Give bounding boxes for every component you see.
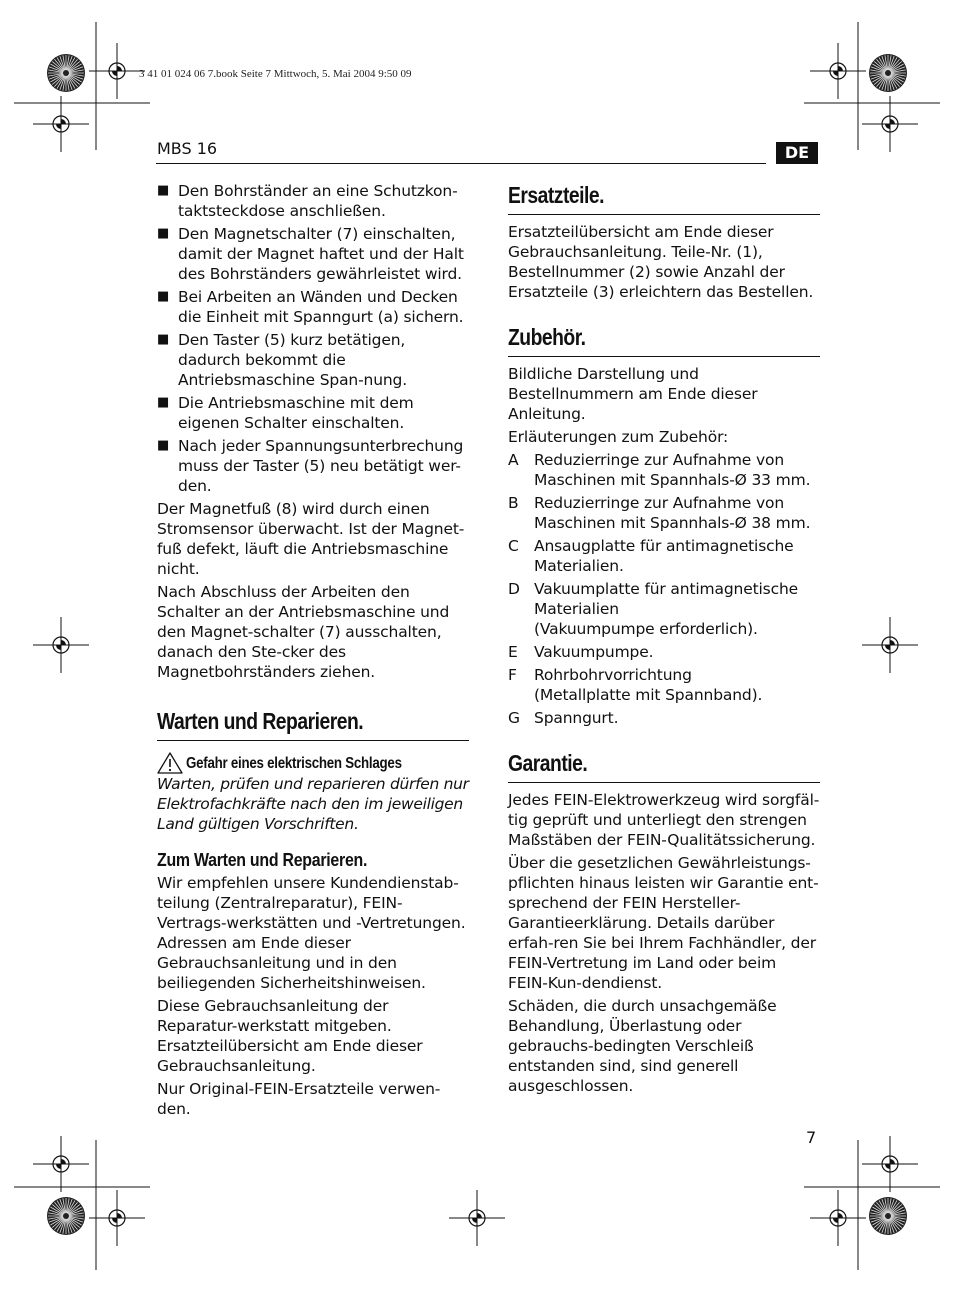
bullet-item: ■ Bei Arbeiten an Wänden und Decken die Einheit mit Spanngurt (a) sichern. — [157, 288, 464, 326]
crosshair-fill — [472, 1213, 482, 1223]
star-target-icon — [47, 54, 85, 92]
star-target-ray — [871, 1210, 888, 1216]
star-target-ray — [60, 1216, 66, 1233]
star-target-ray — [54, 73, 66, 87]
star-target-ray — [66, 61, 80, 73]
star-target-ray — [888, 57, 897, 73]
header-rule — [156, 163, 766, 164]
paragraph: Über die gesetzlichen Gewährleistungs-pflichten hinaus leisten wir Garantie ent-sprechend der FEIN Hersteller-Garantieerklärung. Details darüber erfah-ren Sie bei Ihrem Fachhändler, der FEIN-Vertretung im Land oder beim FEIN-Kun-dendienst. — [508, 854, 819, 992]
star-target-ray — [888, 73, 905, 79]
star-target-ray — [888, 1216, 904, 1225]
star-target-ray — [888, 73, 894, 90]
star-target-ray — [57, 1200, 66, 1216]
star-target-ray — [63, 73, 66, 91]
star-target-ray — [888, 1216, 897, 1232]
paragraph: Wir empfehlen unsere Kundendienstab-teilung (Zentralreparatur), FEIN-Vertrags-werkstätten und -Vertretungen. Adressen am Ende dieser Gebrauchsanleitung und in den beiliegenden Sicherheitshinweisen. — [157, 874, 466, 992]
paragraph: Nach Abschluss der Arbeiten den Schalter an der Antriebsmaschine und den Magnet-schalter (7) ausschalten, danach den Ste-cker des Magnetbohrständers ziehen. — [157, 583, 450, 681]
square-bullet-icon: ■ — [157, 332, 170, 347]
star-target-ray — [66, 73, 83, 79]
print-info-line: 3 41 01 024 06 7.book Seite 7 Mittwoch, 5. Mai 2004 9:50 09 — [139, 68, 412, 80]
crosshair-fill — [56, 1159, 66, 1169]
warning-text: Warten, prüfen und reparieren dürfen nur Elektrofachkräfte nach den im jeweiligen Land gültigen Vorschriften. — [157, 775, 469, 833]
star-target-ray — [49, 1216, 66, 1222]
star-target-ray — [888, 73, 904, 82]
bullet-item: ■ Den Magnetschalter (7) einschalten, damit der Magnet haftet und der Halt des Bohrständers gewährleistet wird. — [157, 225, 464, 283]
section-heading-warranty: Garantie. — [508, 750, 588, 776]
star-target-ray — [882, 1199, 888, 1216]
star-target-ray — [52, 73, 66, 85]
star-target-ray — [885, 1216, 888, 1234]
heading-rule — [508, 214, 820, 215]
paragraph: Der Magnetfuß (8) wird durch einen Stromsensor überwacht. Ist der Magnet-fuß defekt, läuft die Antriebsmaschine nicht. — [157, 500, 465, 578]
language-badge: DE — [776, 142, 818, 164]
star-target-ray — [66, 73, 69, 91]
star-target-ray — [50, 1216, 66, 1225]
star-target-ray — [66, 1210, 83, 1216]
star-target-icon — [47, 1197, 85, 1235]
star-target-ray — [49, 1210, 66, 1216]
bullet-item: ■ Die Antriebsmaschine mit dem eigenen Schalter einschalten. — [157, 394, 414, 432]
star-target-ray — [57, 1216, 66, 1232]
crosshair-circle — [882, 637, 898, 653]
star-target-ray — [882, 73, 888, 90]
star-target-ray — [63, 1198, 66, 1216]
crosshair-fill — [112, 66, 122, 76]
star-target-ray — [872, 1216, 888, 1225]
crosshair-circle — [109, 63, 125, 79]
crosshair-fill — [833, 66, 843, 76]
accessory-item: C Ansaugplatte für antimagnetische Materialien. — [508, 537, 794, 575]
paragraph: Diese Gebrauchsanleitung der Reparatur-werkstatt mitgeben. Ersatzteilübersicht am Ende dieser Gebrauchsanleitung. — [157, 997, 423, 1075]
star-target-ray — [48, 73, 66, 76]
star-target-ray — [888, 1216, 900, 1230]
star-target-ray — [885, 73, 888, 91]
star-target-ray — [885, 1198, 888, 1216]
star-target-ray — [66, 1216, 80, 1228]
crosshair-circle — [830, 1210, 846, 1226]
star-target-icon — [869, 54, 907, 92]
crosshair-circle — [830, 63, 846, 79]
star-target-ray — [66, 1202, 78, 1216]
crosshair-circle — [882, 1156, 898, 1172]
star-target-ray — [50, 64, 66, 73]
star-target-ray — [888, 61, 902, 73]
star-target-ray — [888, 1207, 904, 1216]
star-target-ray — [888, 64, 904, 73]
star-target-ray — [66, 56, 72, 73]
star-target-ray — [888, 59, 900, 73]
star-target-ray — [66, 73, 82, 82]
star-target-ray — [888, 56, 894, 73]
crosshair-circle — [469, 1210, 485, 1226]
star-target-ray — [888, 1204, 902, 1216]
subheading-maintenance: Zum Warten und Reparieren. — [157, 849, 368, 870]
heading-rule — [508, 782, 820, 783]
star-target-ray — [888, 1202, 900, 1216]
accessory-item: A Reduzierringe zur Aufnahme von Maschinen mit Spannhals-Ø 33 mm. — [508, 451, 811, 489]
star-target-ray — [52, 1204, 66, 1216]
right-column — [508, 181, 820, 1099]
crosshair-circle — [53, 1156, 69, 1172]
page-number: 7 — [806, 1128, 817, 1147]
crosshair-fill — [56, 640, 66, 650]
star-target-ray — [888, 73, 897, 89]
crosshair-circle — [882, 116, 898, 132]
star-target-ray — [879, 57, 888, 73]
crosshair-circle — [53, 116, 69, 132]
star-target-ray — [50, 1207, 66, 1216]
paragraph: Jedes FEIN-Elektrowerkzeug wird sorgfäl-tig geprüft und unterliegt den strengen Maßstäben der FEIN-Qualitätssicherung. — [508, 791, 820, 849]
star-target-ray — [870, 70, 888, 73]
star-target-ray — [66, 73, 84, 76]
star-target-ray — [66, 70, 84, 73]
star-target-ray — [66, 1200, 75, 1216]
star-target-ray — [888, 1216, 894, 1233]
star-target-ray — [52, 61, 66, 73]
star-target-ray — [66, 1216, 78, 1230]
star-target-ray — [888, 1198, 891, 1216]
star-target-ray — [66, 1216, 83, 1222]
left-column — [157, 181, 469, 1122]
star-target-ray — [66, 1204, 80, 1216]
star-target-ray — [52, 1216, 66, 1228]
crosshair-fill — [833, 1213, 843, 1223]
star-target-ray — [66, 1213, 84, 1216]
star-target-ray — [54, 1216, 66, 1230]
star-target-ray — [54, 1202, 66, 1216]
star-target-ray — [888, 1216, 905, 1222]
crosshair-fill — [112, 1213, 122, 1223]
star-target-ray — [66, 57, 75, 73]
star-target-ray — [66, 1199, 72, 1216]
star-target-ray — [66, 1207, 82, 1216]
star-target-ray — [888, 1216, 906, 1219]
star-target-center — [885, 70, 891, 76]
star-target-ray — [66, 1216, 84, 1219]
star-target-ray — [888, 1216, 902, 1228]
star-target-ray — [874, 61, 888, 73]
square-bullet-icon: ■ — [157, 289, 170, 304]
square-bullet-icon: ■ — [157, 226, 170, 241]
square-bullet-icon: ■ — [157, 438, 170, 453]
star-target-ray — [870, 1216, 888, 1219]
star-target-ray — [66, 73, 75, 89]
crosshair-fill — [56, 119, 66, 129]
star-target-ray — [872, 64, 888, 73]
section-heading-spare-parts: Ersatzteile. — [508, 182, 604, 208]
star-target-ray — [54, 59, 66, 73]
star-target-ray — [876, 1216, 888, 1230]
star-target-center — [63, 1213, 69, 1219]
star-target-ray — [882, 1216, 888, 1233]
star-target-ray — [876, 59, 888, 73]
star-target-ray — [66, 1198, 69, 1216]
star-target-ray — [879, 1216, 888, 1232]
crosshair-fill — [885, 640, 895, 650]
section-heading-accessories: Zubehör. — [508, 324, 586, 350]
warning-triangle-icon — [157, 752, 183, 774]
star-target-ray — [870, 1213, 888, 1216]
section-heading-maintenance: Warten und Reparieren. — [157, 708, 364, 734]
paragraph: Schäden, die durch unsachgemäße Behandlung, Überlastung oder gebrauchs-bedingten Verschleiß entstanden sind, sind generell ausgeschlossen. — [508, 997, 777, 1095]
star-target-ray — [57, 73, 66, 89]
star-target-ray — [66, 73, 72, 90]
star-target-ray — [888, 73, 906, 76]
star-target-ray — [66, 59, 78, 73]
star-target-ray — [49, 67, 66, 73]
star-target-ray — [66, 73, 78, 87]
star-target-ray — [66, 1216, 69, 1234]
warning-header — [157, 752, 469, 774]
accessory-item: E Vakuumpumpe. — [508, 643, 654, 661]
star-target-ray — [882, 56, 888, 73]
model-title: MBS 16 — [157, 139, 218, 158]
star-target-ray — [874, 1216, 888, 1228]
star-target-ray — [66, 73, 80, 85]
star-target-ray — [66, 64, 82, 73]
star-target-ray — [874, 73, 888, 85]
heading-rule — [157, 740, 469, 741]
star-target-ray — [888, 73, 902, 85]
paragraph: Erläuterungen zum Zubehör: — [508, 428, 729, 446]
paragraph: Bildliche Darstellung und Bestellnummern am Ende dieser Anleitung. — [508, 365, 758, 423]
warning-title: Gefahr eines elektrischen Schlages — [186, 755, 402, 772]
accessory-item: F Rohrbohrvorrichtung (Metallplatte mit Spannband). — [508, 666, 763, 704]
star-target-ray — [871, 1216, 888, 1222]
star-target-ray — [66, 1216, 72, 1233]
star-target-ray — [871, 67, 888, 73]
star-target-ray — [57, 57, 66, 73]
accessory-item: D Vakuumplatte für antimagnetische Materialien (Vakuumpumpe erforderlich). — [508, 580, 799, 638]
heading-rule — [508, 356, 820, 357]
star-target-ray — [48, 70, 66, 73]
star-target-ray — [888, 1199, 894, 1216]
star-target-center — [885, 1213, 891, 1219]
star-target-ray — [879, 73, 888, 89]
star-target-ray — [888, 70, 906, 73]
star-target-ray — [48, 1216, 66, 1219]
star-target-ray — [888, 55, 891, 73]
star-target-ray — [872, 73, 888, 82]
paragraph: Ersatzteilübersicht am Ende dieser Gebrauchsanleitung. Teile-Nr. (1), Bestellnummer (2) sowie Anzahl der Ersatzteile (3) erleichtern das Bestellen. — [508, 223, 814, 301]
star-target-ray — [870, 73, 888, 76]
star-target-ray — [60, 1199, 66, 1216]
star-target-ray — [888, 73, 891, 91]
star-target-ray — [872, 1207, 888, 1216]
star-target-ray — [60, 73, 66, 90]
square-bullet-icon: ■ — [157, 395, 170, 410]
star-target-ray — [888, 67, 905, 73]
crosshair-circle — [109, 1210, 125, 1226]
star-target-ray — [871, 73, 888, 79]
star-target-ray — [66, 67, 83, 73]
star-target-ray — [876, 1202, 888, 1216]
crosshair-fill — [885, 1159, 895, 1169]
star-target-ray — [66, 1216, 75, 1232]
star-target-ray — [49, 73, 66, 79]
star-target-ray — [50, 73, 66, 82]
star-target-center — [63, 70, 69, 76]
crosshair-circle — [53, 637, 69, 653]
star-target-ray — [66, 1216, 82, 1225]
star-target-ray — [63, 1216, 66, 1234]
star-target-ray — [888, 1213, 906, 1216]
square-bullet-icon: ■ — [157, 183, 170, 198]
paragraph: Nur Original-FEIN-Ersatzteile verwen-den. — [157, 1080, 441, 1118]
accessory-item: B Reduzierringe zur Aufnahme von Maschinen mit Spannhals-Ø 38 mm. — [508, 494, 811, 532]
star-target-ray — [885, 55, 888, 73]
star-target-ray — [888, 73, 900, 87]
star-target-ray — [888, 1200, 897, 1216]
bullet-item: ■ Den Bohrständer an eine Schutzkon-taktsteckdose anschließen. — [157, 182, 458, 220]
star-target-ray — [63, 55, 66, 73]
star-target-ray — [66, 55, 69, 73]
crosshair-fill — [885, 119, 895, 129]
star-target-icon — [869, 1197, 907, 1235]
star-target-ray — [888, 1216, 891, 1234]
star-target-ray — [48, 1213, 66, 1216]
star-target-ray — [60, 56, 66, 73]
bullet-item: ■ Nach jeder Spannungsunterbrechung muss der Taster (5) neu betätigt wer-den. — [157, 437, 464, 495]
bullet-item: ■ Den Taster (5) kurz betätigen, dadurch bekommt die Antriebsmaschine Span-nung. — [157, 331, 408, 389]
star-target-ray — [874, 1204, 888, 1216]
accessory-item: G Spanngurt. — [508, 709, 619, 727]
star-target-ray — [879, 1200, 888, 1216]
star-target-ray — [888, 1210, 905, 1216]
star-target-ray — [876, 73, 888, 87]
